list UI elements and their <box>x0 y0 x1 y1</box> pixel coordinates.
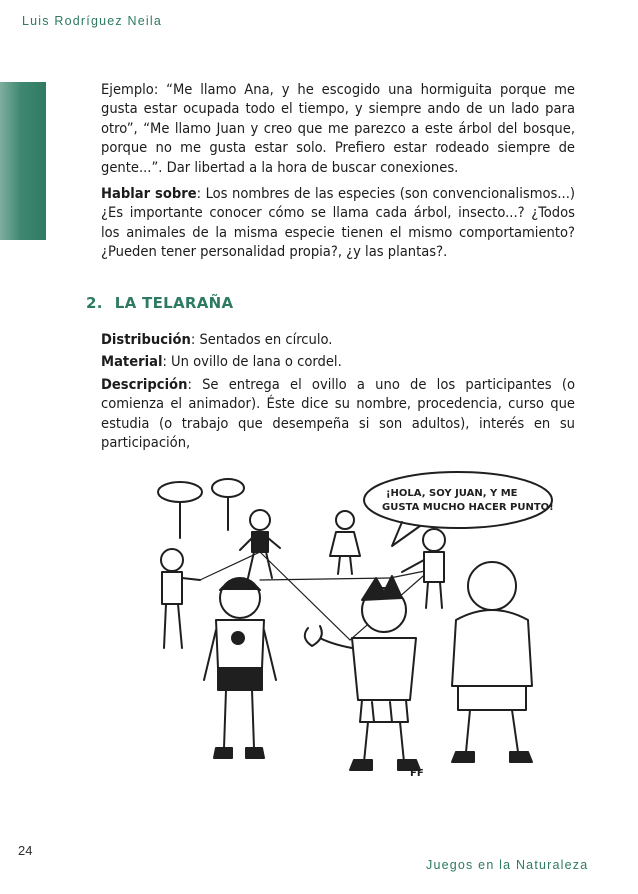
intro-block <box>101 80 575 177</box>
figure-back-girl <box>330 511 360 574</box>
talk-about-paragraph <box>101 184 575 262</box>
example-paragraph: Ejemplo: “Me llamo Ana, y he escogido una hormiguita porque me gusta estar ocupada todo el tiempo, y siempre ando de un lado para otro”, “Me llamo Juan y creo que me parezco a este árbol del bosque, porque no me gusta estar solo. Prefiero estar rodeado siempre de gente...”. Dar libertad a la hora de buscar conexiones. <box>101 81 575 176</box>
section-heading <box>86 294 233 312</box>
section-number: 2. <box>86 294 103 312</box>
decorative-side-bar <box>0 82 46 240</box>
cartoon-illustration <box>140 460 580 790</box>
talk-about-label: Hablar sobre <box>101 185 197 202</box>
material-paragraph <box>101 352 575 371</box>
figure-left-boy <box>161 549 200 648</box>
figure-right-small-boy <box>402 529 445 608</box>
figure-front-boy <box>305 576 420 770</box>
description-label: Descripción <box>101 375 188 393</box>
material-label: Material <box>101 353 163 371</box>
speech-line-2: GUSTA MUCHO HACER PUNTO! <box>382 502 554 513</box>
description-text: : Se entrega el ovillo a uno de los participantes (o comienza el animador). Éste dice su nombre, procedencia, curso que estudia (o trabajo que desempeña si son adultos), interés en su participación, <box>101 375 575 452</box>
figure-chubby-boy <box>452 562 532 762</box>
artist-signature: FF <box>410 768 424 779</box>
distribution-label: Distribución <box>101 331 191 348</box>
material-text: : Un ovillo de lana o cordel. <box>162 353 342 371</box>
talk-about-block <box>101 184 575 262</box>
tree-middle <box>212 479 244 530</box>
footer-book-title: Juegos en la Naturaleza <box>426 858 589 872</box>
tree-left <box>158 482 202 538</box>
figure-front-girl <box>204 578 276 758</box>
section-title: LA TELARAÑA <box>114 294 234 312</box>
distribution-paragraph <box>101 330 575 349</box>
talk-about-text: : Los nombres de las especies (son convencionalismos...) ¿Es importante conocer cómo se llama cada árbol, insecto...? ¿Todos los animales de la misma especie tienen el mismo comportamiento? ¿Pueden tener personalidad propia?, ¿y las plantas?. <box>101 185 575 261</box>
speech-bubble <box>364 472 554 546</box>
figure-back-boy <box>240 510 280 578</box>
speech-line-1: ¡HOLA, SOY JUAN, Y ME <box>386 488 518 499</box>
running-header-author: Luis Rodríguez Neila <box>22 14 163 28</box>
description-paragraph <box>101 375 575 453</box>
page-number: 24 <box>18 843 33 858</box>
distribution-text: : Sentados en círculo. <box>190 331 333 348</box>
game-details-block <box>101 330 575 455</box>
